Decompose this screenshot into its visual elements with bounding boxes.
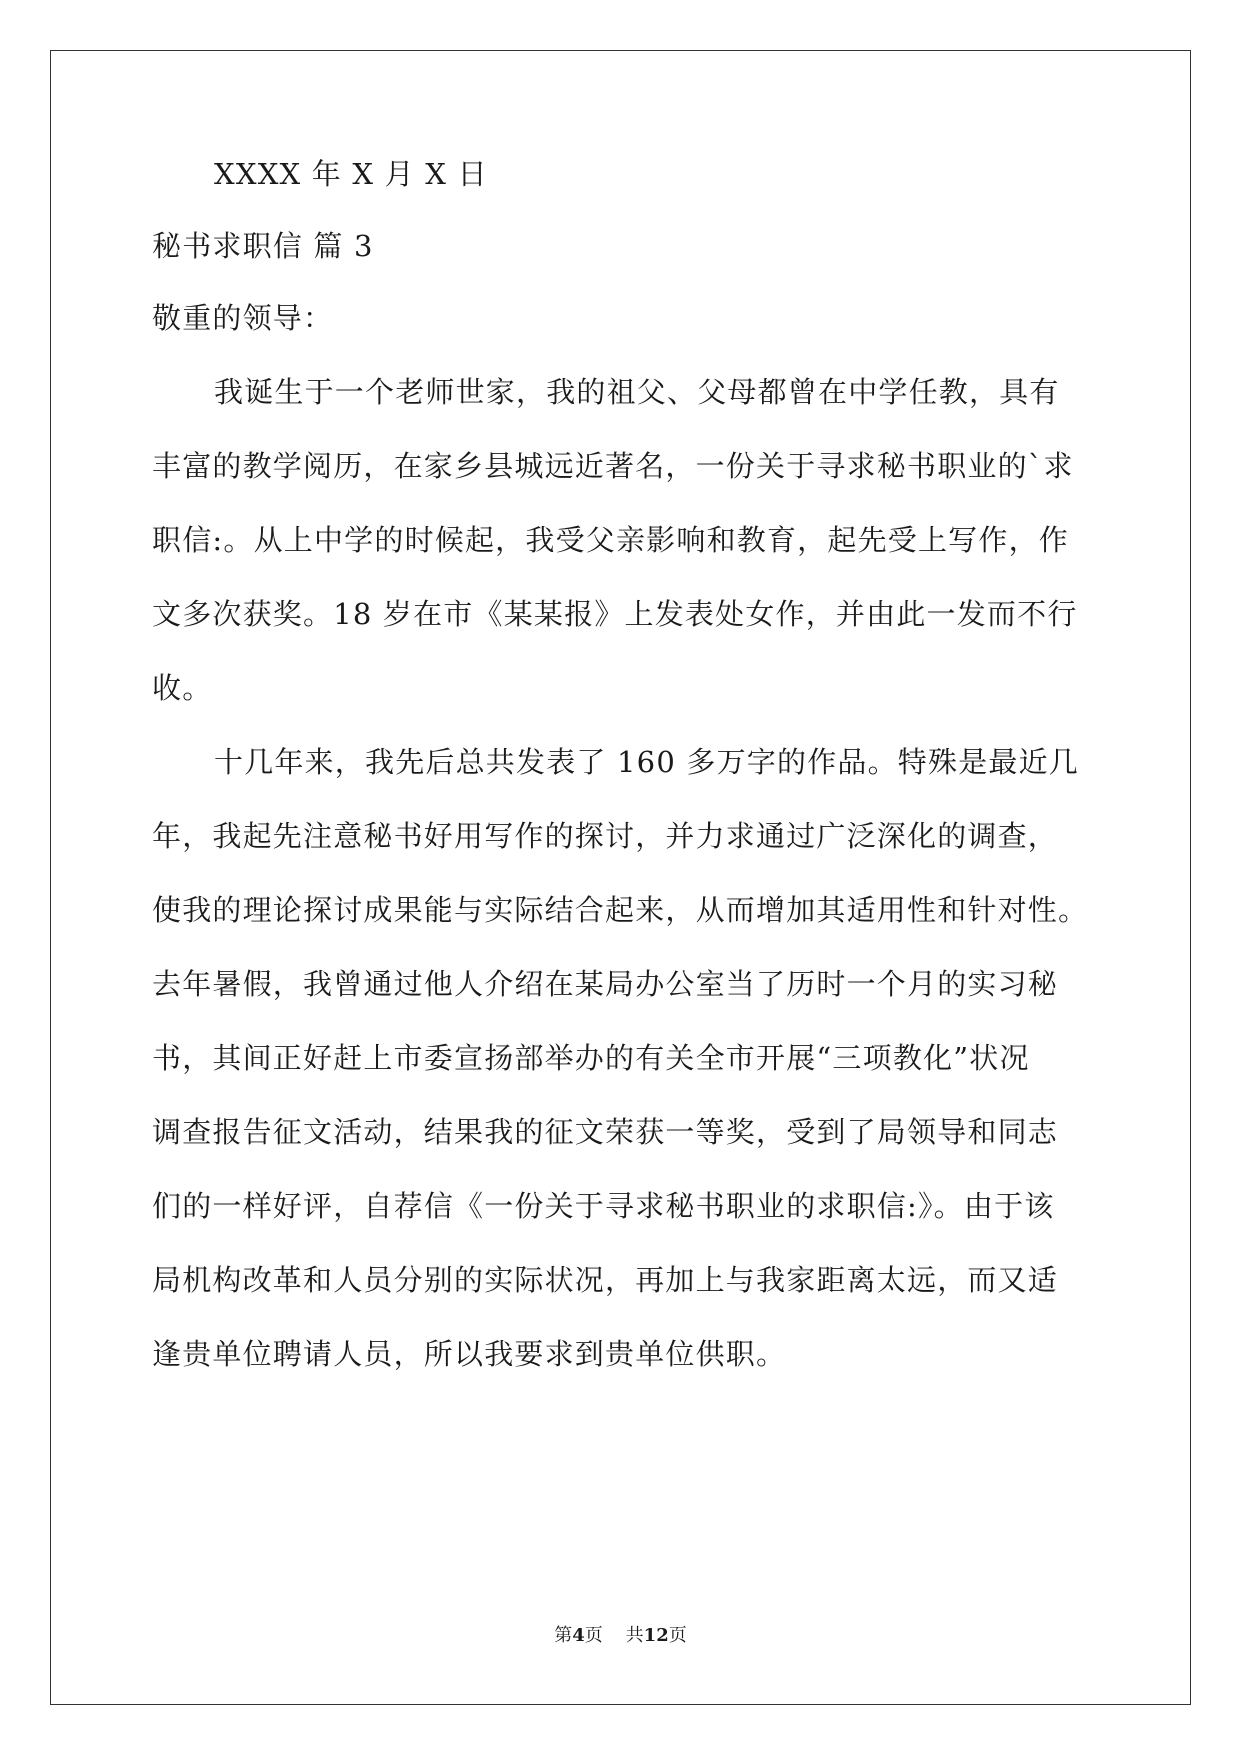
total-prefix: 共 [625,1625,644,1646]
paragraph-2-line-1: 十几年来，我先后总共发表了 160 多万字的作品。特殊是最近几 [214,745,1079,779]
paragraph-2-line-7: 们的一样好评，自荐信《一份关于寻求秘书职业的求职信:》。由于该 [152,1189,1055,1223]
paragraph-1-line-1: 我诞生于一个老师世家，我的祖父、父母都曾在中学任教，具有 [214,375,1060,409]
paragraph-1-line-2: 丰富的教学阅历，在家乡县城远近著名，一份关于寻求秘书职业的`求 [152,449,1074,483]
paragraph-2-line-5: 书，其间正好赶上市委宣扬部举办的有关全市开展“三项教化”状况 [152,1041,1030,1075]
salutation: 敬重的领导： [152,301,334,335]
paragraph-1-line-5: 收。 [152,671,213,705]
page-prefix: 第 [554,1625,573,1646]
letter-heading: 秘书求职信 篇 3 [152,229,374,263]
paragraph-2-line-6: 调查报告征文活动，结果我的征文荣获一等奖，受到了局领导和同志 [152,1115,1059,1149]
total-suffix: 页 [668,1625,687,1646]
paragraph-2-line-3: 使我的理论探讨成果能与实际结合起来，从而增加其适用性和针对性。 [152,893,1089,927]
page-suffix: 页 [584,1625,603,1646]
paragraph-1-line-3: 职信:。从上中学的时候起，我受父亲影响和教育，起先受上写作，作 [152,523,1069,557]
paragraph-2-line-2: 年，我起先注意秘书好用写作的探讨，并力求通过广泛深化的调查， [152,819,1059,853]
paragraph-2-line-9: 逢贵单位聘请人员，所以我要求到贵单位供职。 [152,1337,787,1371]
total-pages: 12 [643,1625,669,1646]
paragraph-2-line-8: 局机构改革和人员分别的实际状况，再加上与我家距离太远，而又适 [152,1263,1059,1297]
date-line: XXXX 年 X 月 X 日 [214,157,488,191]
paragraph-1-line-4: 文多次获奖。18 岁在市《某某报》上发表处女作，并由此一发而不行 [152,597,1078,631]
paragraph-2-line-4: 去年暑假，我曾通过他人介绍在某局办公室当了历时一个月的实习秘 [152,967,1059,1001]
page-footer [0,1624,1241,1648]
page-number: 4 [572,1625,585,1646]
